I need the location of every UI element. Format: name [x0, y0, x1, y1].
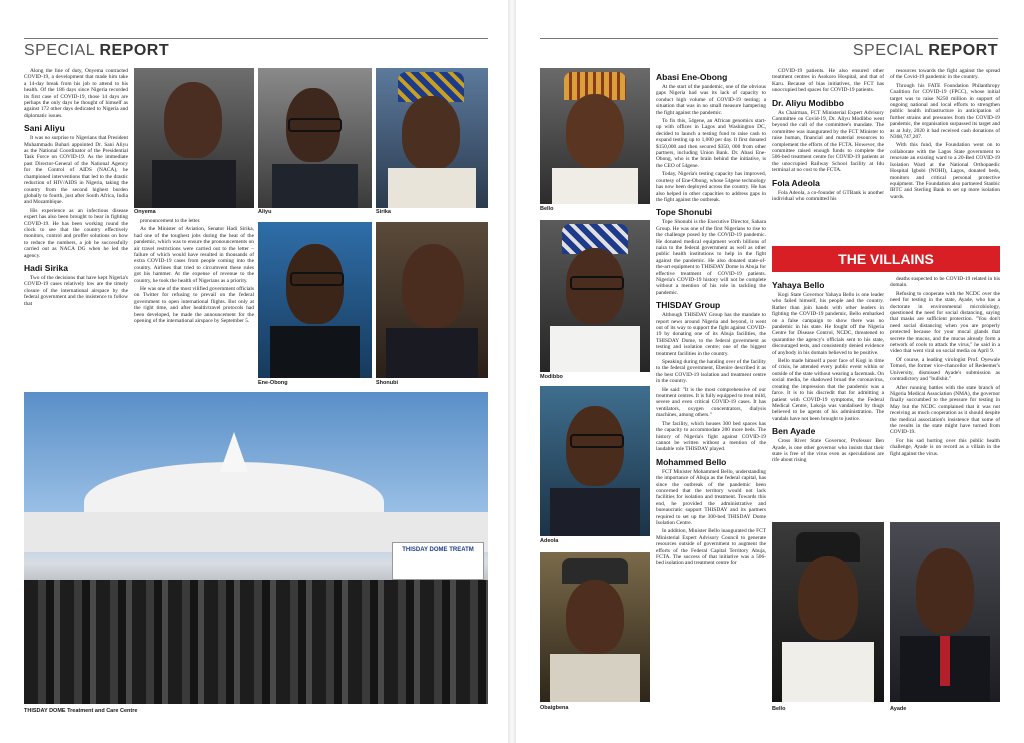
photo-ene-obong [258, 222, 372, 378]
photo-ayade [890, 522, 1000, 702]
paragraph: Kogi State Governor Yahaya Bello is one leader who failed himself, his people and the country. Rather than join hands with other leaders in fighting the COVID-19 pandemic, Bello embarked on a false campaign to show there was no pandemic in his state. He fought off the Nigeria Centre for Disease Control, NCDC, threatened to quarantine the agency's officials sent to his state, discouraged tests, and consistently denied evidence of anybody in his domain believed to be positive. [772, 292, 884, 356]
subhead-thisday-group: THISDAY Group [656, 300, 721, 311]
paragraph: At the start of the pandemic, one of the obvious gaps Nigeria had was its lack of capacity to conduct high volume of COVID-19 testing; a situation that was in no small measure hampering the fight against the pandemic. [656, 84, 766, 116]
caption-shonubi: Shonubi [376, 380, 398, 386]
subhead-sani-aliyu: Sani Aliyu [24, 123, 65, 134]
photo-adeola [540, 386, 650, 536]
caption-modibbo: Modibbo [540, 374, 563, 380]
paragraph: deaths suspected to be COVID-19 related in his domain. [890, 276, 1000, 289]
section-header-right [540, 38, 998, 64]
paragraph: Cross River State Governor, Professor Ben Ayade, is one other governor who insists that their state is free of the virus even as speculations are rife about rising [772, 438, 884, 464]
paragraph: Of course, a leading virologist Prof. Oyewale Tomori, the former vice-chancellor of Redeemer's University, dismissed Ayade's submission as contradictory and "bullshit." [890, 356, 1000, 383]
paragraph: As the Minister of Aviation, Senator Hadi Sirika, had one of the toughest jobs during the heat of the pandemic, which was to ensure the pronouncements on air travel restrictions were carried out to the letter – failure of which would have resulted in thousands of extra COVID-19 cases from people coming into the country. Airlines that tried to circumvent these rules got his hammer. At the expense of revenue to the country, he took the health of Nigerians as a priority. [134, 226, 254, 284]
header-prefix: SPECIAL [24, 42, 95, 59]
caption-aliyu: Aliyu [258, 209, 272, 215]
photo-modibbo [540, 220, 650, 372]
paragraph: Bello made himself a poor face of Kogi in time of crisis, he attended every public event within or outside of the state without wearing a facemask. On social media, he shadowed broad the coronavirus, creating the impression that the pandemic was a farce. It is to his discredit that for admitting a patient with COVID-19 symptoms, the Federal Medical Centre, Lokoja was vandalised by thugs believed to be agents of his administration. The vandals have not been brought to justice. [772, 358, 884, 422]
paragraph: He was one of the most vilified government officials on Twitter for refusing to prevail on the federal government to open international flights. But only at the right time, and after health/travel protocols had been developed, he made the announcement for the opening of the international airspace by September 5. [134, 286, 254, 325]
caption-adeola: Adeola [540, 538, 559, 544]
subhead-ben-ayade: Ben Ayade [772, 426, 816, 437]
photo-sirika [376, 68, 488, 208]
paragraph: Tope Shonubi is the Executive Director, Sahara Group. He was one of the first Nigerians to rise to the challenge posed by the COVID-19 pandemic. He donated medical equipment worth billions of naira to the federal government as well as other public health institutions to help in the fight against the pandemic. He also donated state-of-the-art equipment to THISDAY Dome in Abuja for effective treatment of COVID-19 patients. Nigeria's COVID-19 history will not be complete without a mention of his role in tackling the pandemic. [656, 219, 766, 296]
caption-ene-obong: Ene-Obong [258, 380, 288, 386]
paragraph: It was no surprise to Nigerians that President Muhammadu Buhari appointed Dr. Sani Aliyu as the National Coordinator of the Presidential Task Force on COVID-19. As the immediate past Director-General of the National Agency for the Control of AIDS (NACA), he championed interventions that led to the drastic reduction of HIV/AIDS in Nigeria, taking the country from the second highest burden globally to fourth, just after South Africa, India and Mozambique. [24, 135, 128, 206]
paragraph: pronouncement to the letter. [140, 218, 201, 224]
paragraph: Through his FATE Foundation Philanthropy Coalition for COVID-19 (FPCC), whose initial target was to raise N250 million in support of ongoing national and local efforts to strengthen public health infrastructure in anticipation of further strains and pressures from the COVID-19 pandemic, the organisation surpassed its target and as at July, 2020 it had received cash donations of N368,747,207. [890, 82, 1000, 141]
paragraph: As Chairman, FCT Ministerial Expert Advisory Committee on Covid-19, Dr. Aliyu Modibbo went beyond the call of the committee's mandate. The committee was inaugurated by the FCT Minister to raise human, financial and material resources to complement the efforts of the FCTA. However, the committee raised enough funds to complete the 506-bed treatment centre for COVID-19 patients at the unoccupied Railway School facility at Idu terminal at no cost to the FCTA. [772, 109, 884, 174]
paragraph: With this fund, the Foundation went on to collaborate with the Lagos State government to renovate an existing ward to a 20-Bed COVID-19 Isolation Ward at the National Orthopaedic Hospital Igbobi (NOHI), Lagos, donated beds, monitors and critical personal protective equipment. The Foundation also partnered Stanbic IBTC and Sterling Bank to set up more isolation wards. [890, 142, 1000, 200]
article-column-1 [24, 68, 128, 309]
header-suffix: REPORT [928, 42, 998, 59]
paragraph: COVID-19 patients. He also ensured other treatment centres in Asokoro Hospital, and that of Karu. Because of bias initiatives, the FCT has unoccupied bed spaces for COVID-19 patients. [772, 68, 884, 94]
paragraph: To fix this, 54gene, an African genomics start-up with offices in Lagos and Washington DC, decided to launch a testing fund to raise cash to expand testing up to 1,000 per day. It first donated $150,000 and then secured $350, 000 from other partners, including Union Bank. Dr. Abasi Ene-Obong, who is the brain behind the initiative, is the CEO of 54gene. [656, 118, 766, 169]
article-column-4 [772, 68, 884, 205]
header-suffix: REPORT [99, 42, 170, 59]
subhead-mohammed-bello: Mohammed Bello [656, 456, 727, 467]
photo-thisday-dome [24, 392, 488, 704]
subhead-abasi-ene-obong: Abasi Ene-Obong [656, 72, 728, 82]
caption-ayade: Ayade [890, 706, 907, 712]
subhead-yahaya-bello: Yahaya Bello [772, 280, 825, 290]
caption-thisday-dome: THISDAY DOME Treatment and Care Centre [24, 708, 138, 714]
subhead-fola-adeola: Fola Adeola [772, 177, 820, 188]
article-column-7 [890, 276, 1000, 459]
caption-sirika: Sirika [376, 209, 391, 215]
paragraph: Today, Nigeria's testing capacity has improved, courtesy of Ene-Obong, whose 54gene technology has now been deployed across the country. He has also helped in other capacities to address gaps in the fight against the outbreak. [656, 171, 766, 203]
caption-obaigbena: Obaigbena [540, 705, 569, 711]
paragraph: He said: "It is the most comprehensive of our treatment centres. It is fully equipped to treat mild, severe and even critical COVID-19 cases. It has ventilators, oxygen concentrators, dialysis machines, among others." [656, 386, 766, 419]
photo-onyema [134, 68, 254, 208]
caption-bello: Bello [540, 206, 554, 212]
article-column-6 [772, 276, 884, 466]
article-column-5 [890, 68, 1000, 202]
dome-sign: THISDAY DOME TREATM [392, 542, 484, 580]
paragraph: After running battles with the state branch of Nigeria Medical Association (NMA), the governor finally succumbed to the pressure for testing in May but the NCDC complained that it was not receiving as much cooperation as it should despite the medical association's insistence that some of the results in the state might have turned from COVID-19. [890, 384, 1000, 436]
header-prefix: SPECIAL [852, 42, 924, 59]
photo-shonubi [376, 222, 488, 378]
paragraph: resources towards the fight against the spread of the Covid-19 pandemic in the country. [890, 68, 1000, 81]
paragraph: Fola Adeola, a co-founder of GTBank is another individual who committed his [772, 189, 884, 203]
paragraph: Refusing to cooperate with the NCDC over the need for testing in the state, Ayade, who has a doctorate in environmental microbiology, questioned the need for social distancing, saying that masks are sufficient protection. "You don't need social distancing when you are properly protected because for your mucal glands that secrete the mucus, and the mucus already form a network of cools to attack the virus," he said in a video that went viral on social media on April 9. [890, 290, 1000, 355]
paragraph: For his sad hurting over this public health challenge, Ayade is on record as a villain in the fight against the virus. [890, 437, 1000, 457]
paragraph: His experience as an infectious disease expert has also been brought to bear in fighting COVID-19. He has been working round the clock to see that the country effectively monitors, control and proffer solutions on how to reduce the numbers, a job he successfully carried out as NACA DG when he led the agency. [24, 207, 128, 259]
section-header-left [24, 38, 488, 64]
villains-banner: THE VILLAINS [772, 246, 1000, 272]
paragraph: Speaking during the handing over of the facility to the federal government, Ebenire described it as the best COVID-19 isolation and treatment centre in the country. [656, 359, 766, 385]
subhead-tope-shonubi: Tope Shonubi [656, 207, 713, 218]
paragraph: Along the line of duty, Onyema contracted COVID-19, a development that made him take a 14-day break from his job to attend to his health. Of the 186 days since Nigeria recorded its first case of COVID-19, those 14 days are perhaps the only days he thought of himself as against 172 other days dedicated to Nigeria and diplomatic issues. [24, 68, 128, 119]
paragraph: FCT Minister Mohammed Bello, understanding the importance of Abuja as the federal capital, has since the outbreak of the pandemic been concerned that the territory would not lack facilities for isolation and treatment. Towards this end, he provided the administrative and bureaucratic support THISDAY and its partners required to set up the 300-bed THISDAY Dome Isolation Centre. [656, 468, 766, 526]
paragraph: The facility, which houses 300 bed spaces has the capacity to accommodate 200 more beds. The history of Nigeria's fight against COVID-19 cannot be written without a mention of the laudable role THISDAY played. [656, 420, 766, 453]
caption-onyema: Onyema [134, 209, 156, 215]
article-column-3 [656, 68, 766, 569]
paragraph: In addition, Minister Bello inaugurated the FCT Ministerial Expert Advisory Council to generate resources outside of government to augment the efforts of the Federal Capital Territory Abuja, FCTA. The success of that initiative was a 506-bed isolation and treatment centre for [656, 528, 766, 567]
article-column-2 [134, 218, 254, 327]
subhead-hadi-sirika: Hadi Sirika [24, 262, 68, 273]
photo-aliyu [258, 68, 372, 208]
caption-yahaya-bello: Bello [772, 706, 786, 712]
paragraph: Although THISDAY Group has the mandate to report news around Nigeria and beyond, it went out of its way to support the fight against COVID-19 by donating one of its Abuja facilities, the THISDAY Dome, to the federal government as testing and isolation centre; one of the biggest treatment facilities in the country. [656, 312, 766, 357]
photo-obaigbena [540, 552, 650, 702]
paragraph: Two of the decisions that have kept Nigeria's COVID-19 cases relatively low are the timely closure of the international airspace by the federal government and the insistence to follow that [24, 274, 128, 307]
photo-yahaya-bello [772, 522, 884, 702]
subhead-aliyu-modibbo: Dr. Aliyu Modibbo [772, 97, 844, 108]
photo-bello [540, 68, 650, 204]
